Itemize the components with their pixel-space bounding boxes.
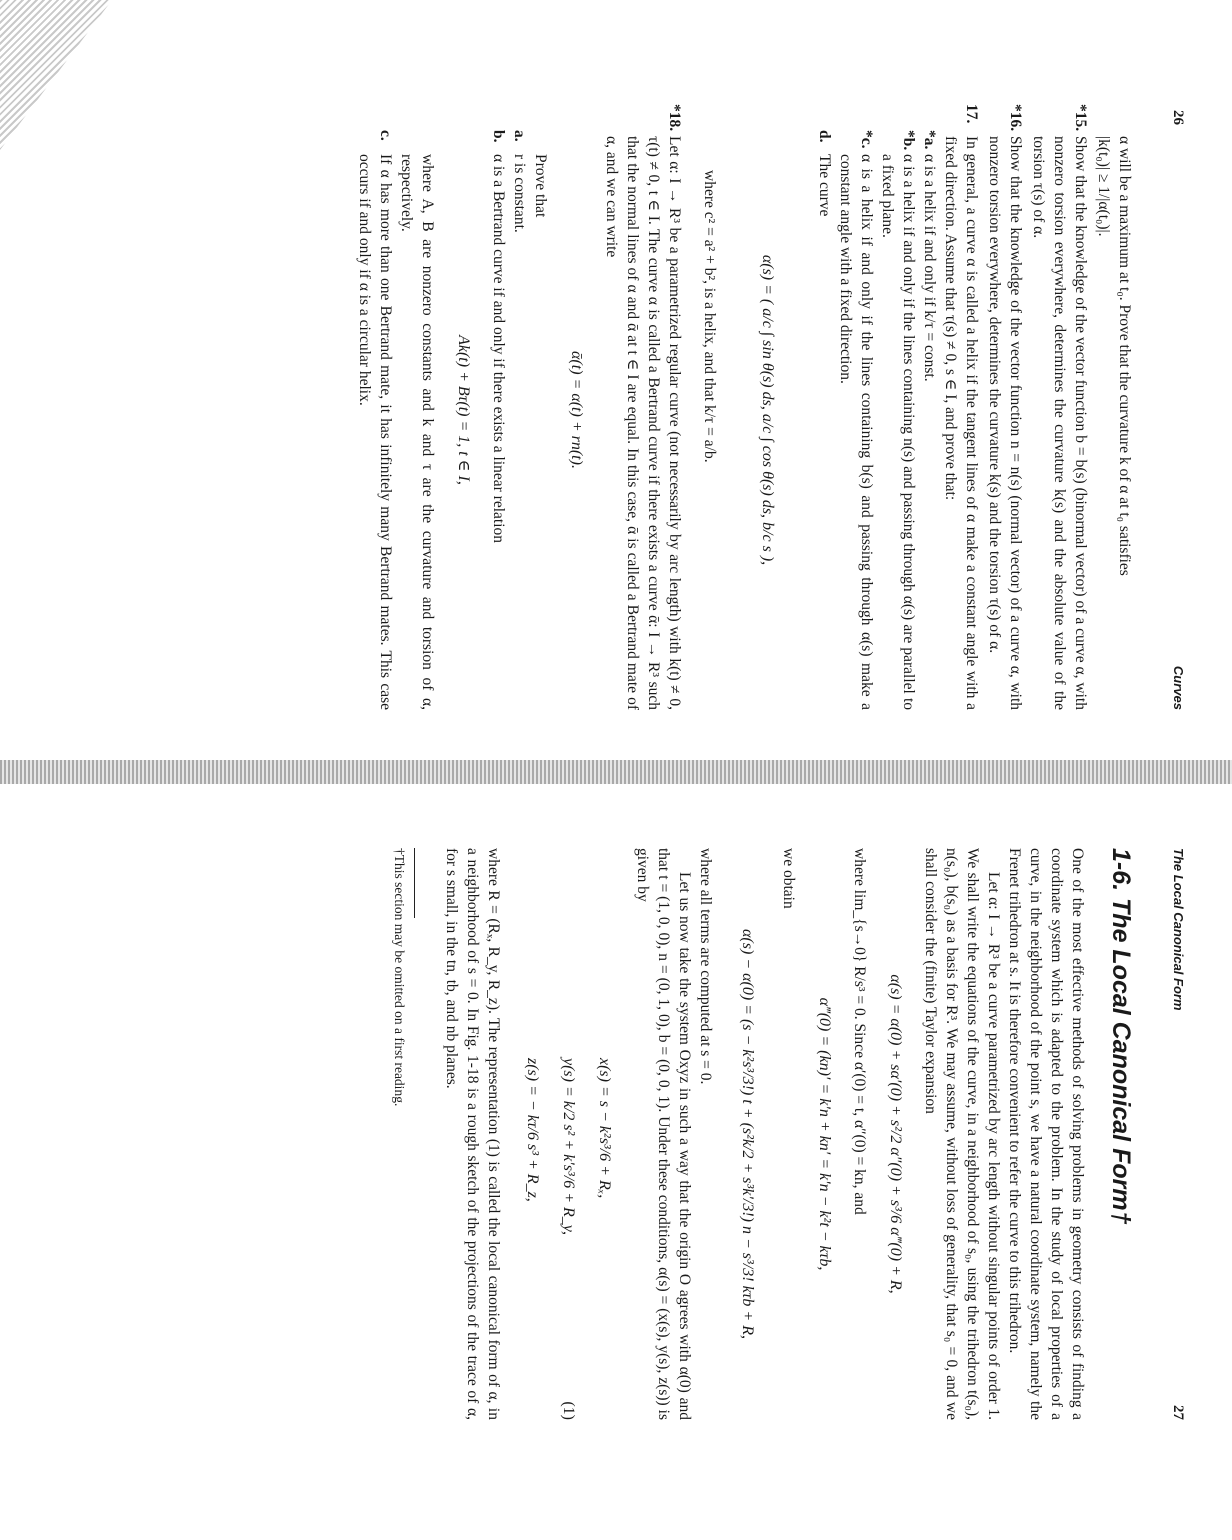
equation-number: (1)	[560, 1401, 577, 1420]
exercise-17-number: 17.	[963, 104, 980, 124]
left-running-title: Curves	[1171, 665, 1186, 710]
equation-y: y(s) = k/2 s² + k′s³/6 + R_y,	[560, 1058, 577, 1236]
exercise-18c-text: If α has more than one Bertrand mate, it has infinitely many Bertrand mates. This case occurs if and only if α is a circular helix.	[356, 154, 394, 710]
exercise-17c-text: α is a helix if and only if the lines containing b(s) and passing through α(s) make a constant angle with a fixed direction.	[837, 154, 875, 710]
exercise-17d-label: d.	[816, 130, 833, 143]
right-page-number: 27	[1170, 1405, 1186, 1420]
exercise-15	[1028, 104, 1091, 710]
exercise-17c-label: *c.	[858, 130, 875, 149]
footnote: †This section may be omitted on a first reading.	[392, 848, 407, 1107]
exercise-18	[601, 104, 685, 710]
exercise-16-text: Show that the knowledge of the vector function n = n(s) (normal vector) of a curve α, with nonzero torsion everywhere, determines the curvature k(s) and the torsion τ(s) of α.	[986, 136, 1024, 710]
we-obtain: we obtain	[780, 848, 797, 909]
paragraph-5: where R = (Rₓ, R_y, R_z). The representation (1) is called the local canonical form of α, in a neighborhood of s = 0. In Fig. 1-18 is a rough sketch of the projections of the trace of α, for s small, in the tn, tb, and nb planes.	[443, 848, 502, 1420]
exercise-18-number: *18.	[666, 104, 683, 132]
paragraph-3: where all terms are computed at s = 0.	[697, 848, 714, 1085]
exercise-18a	[509, 110, 530, 710]
exercise-18c-label: c.	[377, 130, 394, 141]
exercise-17a-label: *a.	[921, 130, 938, 150]
exercise-17d	[814, 110, 835, 710]
canonical-form-equations	[504, 848, 632, 1420]
exercise-15-text: Show that the knowledge of the vector function b = b(s) (binormal vector) of a curve α, with nonzero torsion everywhere, determines the curvature k(s) and the absolute value of the torsion τ(s) of α.	[1030, 136, 1089, 710]
exercise-17c	[835, 110, 877, 710]
linear-relation-where: where A, B are nonzero constants and k and τ are the curvature and torsion of α, respectively.	[398, 154, 436, 710]
right-page	[0, 770, 1232, 1540]
exercise-15-number: *15.	[1072, 104, 1089, 132]
exercise-17-text: In general, a curve α is called a helix if the tangent lines of α make a constant angle with a fixed direction. Assume that τ(s) ≠ 0, s ∈ I, and prove that:	[942, 136, 980, 710]
paragraph-1: One of the most effective methods of solving problems in geometry consists of finding a coordinate system which is adapted to the problem. In the study of local properties of a curve, in the neighborhood of the point s, we have a natural coordinate system, namely the Frenet trihedron at s. It is therefore convenient to refer the curve to this trihedron.	[1006, 848, 1086, 1420]
right-running-head	[1169, 848, 1186, 1420]
equation-z: z(s) = − kτ/6 s³ + R_z,	[524, 1058, 541, 1202]
linear-relation-equation: Ak(t) + Bτ(t) = 1, t ∈ I,	[455, 335, 472, 485]
paragraph-4: Let us now take the system Oxyz in such a way that the origin O agrees with α(0) and that t = (1, 0, 0), n = (0, 1, 0), b = (0, 0, 1). Under these conditions, α(s) = (x(s), y(s), z(s)) is given by	[634, 848, 693, 1420]
intro-line-1: α will be a maximum at t₀. Prove that the curvature k of α at t₀ satisfies	[1116, 136, 1133, 576]
intro-line-2: |k(t₀)| ≥ 1/|α(t₀)|.	[1095, 136, 1112, 237]
helix-where: where c² = a² + b², is a helix, and that k/τ = a/b.	[701, 170, 718, 463]
where-limit-line: where lim_{s→0} R/s³ = 0. Since α′(0) = t, α″(0) = kn, and	[851, 848, 868, 1215]
exercise-17b	[877, 110, 919, 710]
exercise-18a-label: a.	[511, 130, 528, 142]
exercise-17	[940, 104, 982, 710]
exercise-18a-text: r is constant.	[511, 154, 528, 233]
exercise-16	[984, 104, 1026, 710]
bertrand-mate-equation: ᾱ(t) = α(t) + rn(t).	[568, 351, 585, 469]
left-page-number: 26	[1170, 110, 1186, 125]
exercise-18-text: Let α: I → R³ be a parametrized regular curve (not necessarily by arc length) with k(t) ≠ 0, τ(t) ≠ 0, t ∈ I. The curve α is called a Bertrand curve if there exists a curve ᾱ: I → R³ such that the normal lines of α and ᾱ at t ∈ I are equal. In this case, ᾱ is called a Bertrand mate of α, and we can write	[603, 136, 683, 710]
exercise-18c	[354, 110, 396, 710]
exercise-17b-label: *b.	[900, 130, 917, 151]
canonical-form-lines	[514, 1058, 622, 1401]
exercise-18b	[488, 110, 509, 710]
equation-x: x(s) = s − k²s³/6 + Rₓ,	[596, 1058, 613, 1199]
exercise-17a-text: α is a helix if and only if k/τ = const.	[921, 154, 938, 382]
helix-equation: α(s) = ( a/c ∫ sin θ(s) ds, a/c ∫ cos θ(s) ds, b/c s ),	[759, 254, 776, 566]
left-running-head	[1169, 110, 1186, 710]
section-title: 1-6. The Local Canonical Form†	[1107, 848, 1135, 1225]
third-derivative-equation: α‴(0) = (kn)′ = k′n + kn′ = k′n − k²t − kτb,	[816, 997, 833, 1271]
exercise-17d-text: The curve	[816, 154, 833, 217]
exercise-17a	[919, 110, 940, 710]
prove-that: Prove that	[532, 154, 549, 218]
exercise-18b-text: α is a Bertrand curve if and only if there exists a linear relation	[490, 154, 507, 544]
right-running-title: The Local Canonical Form	[1171, 848, 1186, 1011]
expansion-equation: α(s) − α(0) = (s − k²s³/3!) t + (s²k/2 + s³k′/3!) n − s³/3! kτb + R,	[739, 929, 756, 1339]
exercise-18b-label: b.	[490, 130, 507, 143]
exercise-17b-text: α is a helix if and only if the lines containing n(s) and passing through α(s) are parallel to a fixed plane.	[879, 154, 917, 710]
taylor-expansion-equation: α(s) = α(0) + sα′(0) + s²/2 α″(0) + s³/6 α‴(0) + R,	[887, 974, 904, 1294]
footnote-rule	[414, 848, 415, 918]
exercise-16-number: *16.	[1007, 104, 1024, 132]
paragraph-2: Let α: I → R³ be a curve parametrized by arc length without singular points of order 1. We shall write the equations of the curve, in a neighborhood of s₀, using the trihedron t(s₀), n(s₀), b(s₀) as a basis for R³. We may assume, without loss of generality, that s₀ = 0, and we shall consider the (finite) Taylor expansion	[922, 848, 1002, 1420]
